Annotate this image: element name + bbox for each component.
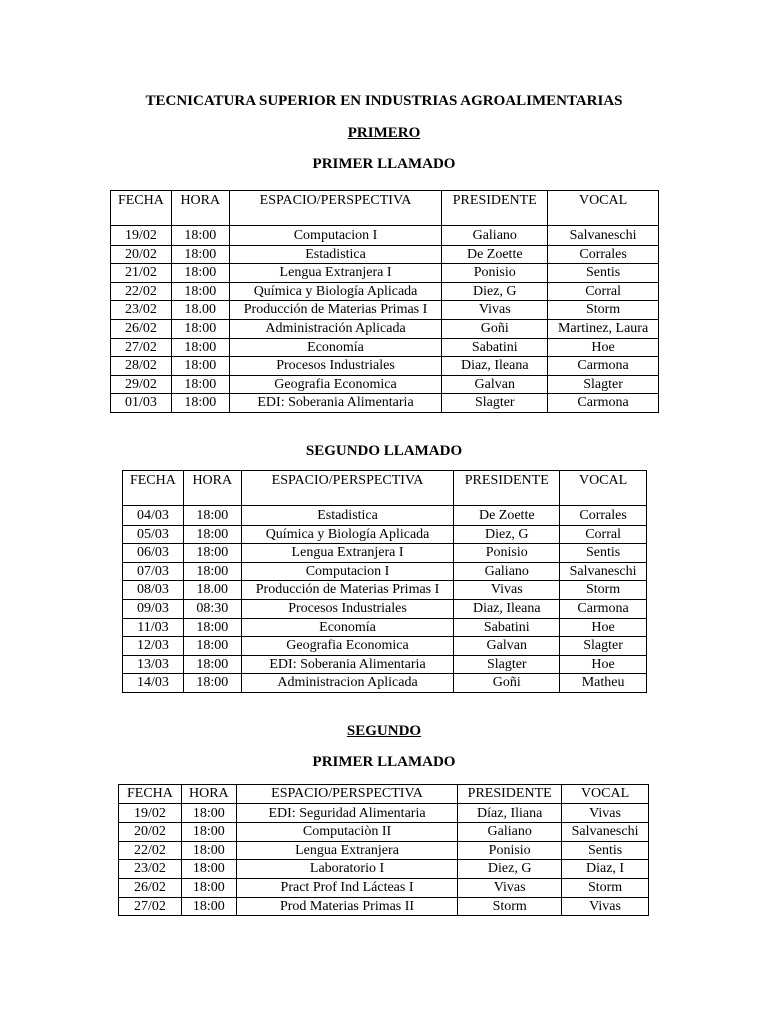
cell-presidente: Diez, G — [458, 860, 562, 879]
cell-presidente: Vivas — [442, 301, 548, 320]
cell-vocal: Salvaneschi — [562, 823, 649, 842]
cell-hora: 18:00 — [171, 264, 229, 283]
cell-vocal: Vivas — [562, 897, 649, 916]
table-row — [111, 357, 659, 376]
cell-presidente: Goñi — [454, 674, 560, 693]
cell-vocal: Corrales — [548, 245, 659, 264]
cell-presidente: Díaz, Iliana — [458, 803, 562, 823]
cell-fecha: 26/02 — [111, 319, 172, 338]
cell-presidente: Galiano — [458, 823, 562, 842]
cell-espacio: Computacion I — [241, 562, 454, 581]
cell-presidente: De Zoette — [442, 245, 548, 264]
cell-presidente: Sabatini — [454, 618, 560, 637]
cell-espacio: Pract Prof Ind Lácteas I — [236, 878, 457, 897]
cell-hora: 18:00 — [181, 803, 236, 823]
cell-presidente: Goñi — [442, 319, 548, 338]
column-header-vocal: VOCAL — [562, 785, 649, 804]
cell-espacio: Administración Aplicada — [229, 319, 442, 338]
cell-hora: 18:00 — [183, 618, 241, 637]
column-header-hora: HORA — [181, 785, 236, 804]
cell-hora: 18:00 — [171, 375, 229, 394]
cell-vocal: Salvaneschi — [548, 226, 659, 246]
cell-vocal: Storm — [548, 301, 659, 320]
cell-fecha: 27/02 — [111, 338, 172, 357]
cell-presidente: Ponisio — [454, 544, 560, 563]
cell-presidente: Slagter — [442, 394, 548, 413]
cell-hora: 18:00 — [181, 878, 236, 897]
cell-fecha: 05/03 — [123, 525, 184, 544]
cell-espacio: Laboratorio I — [236, 860, 457, 879]
table-row — [119, 803, 649, 823]
table-row — [123, 562, 647, 581]
cell-hora: 18:00 — [171, 357, 229, 376]
table-row — [111, 319, 659, 338]
table-row — [119, 823, 649, 842]
cell-fecha: 26/02 — [119, 878, 182, 897]
cell-vocal: Corral — [560, 525, 647, 544]
cell-vocal: Corral — [548, 282, 659, 301]
primero-primer-llamado-heading: PRIMER LLAMADO — [312, 156, 456, 172]
cell-vocal: Hoe — [560, 618, 647, 637]
cell-hora: 18:00 — [171, 226, 229, 246]
cell-espacio: Procesos Industriales — [229, 357, 442, 376]
cell-hora: 18:00 — [183, 637, 241, 656]
cell-vocal: Sentis — [548, 264, 659, 283]
table-row — [123, 599, 647, 618]
cell-presidente: Galvan — [442, 375, 548, 394]
table-row — [119, 841, 649, 860]
document-title: TECNICATURA SUPERIOR EN INDUSTRIAS AGROALIMENTARIAS — [145, 93, 623, 109]
cell-presidente: De Zoette — [454, 506, 560, 526]
cell-presidente: Galvan — [454, 637, 560, 656]
cell-hora: 18:00 — [171, 245, 229, 264]
cell-fecha: 11/03 — [123, 618, 184, 637]
cell-vocal: Slagter — [560, 637, 647, 656]
cell-espacio: Lengua Extranjera I — [229, 264, 442, 283]
table-row — [111, 338, 659, 357]
column-header-fecha: FECHA — [111, 191, 172, 226]
cell-hora: 18:00 — [171, 394, 229, 413]
cell-hora: 18:00 — [183, 655, 241, 674]
cell-espacio: Computaciòn II — [236, 823, 457, 842]
table-row — [123, 655, 647, 674]
cell-espacio: EDI: Soberania Alimentaria — [241, 655, 454, 674]
column-header-fecha: FECHA — [123, 471, 184, 506]
cell-vocal: Corrales — [560, 506, 647, 526]
cell-espacio: EDI: Seguridad Alimentaria — [236, 803, 457, 823]
column-header-espacio: ESPACIO/PERSPECTIVA — [229, 191, 442, 226]
cell-vocal: Sentis — [562, 841, 649, 860]
cell-vocal: Carmona — [548, 394, 659, 413]
cell-presidente: Ponisio — [442, 264, 548, 283]
cell-hora: 18:00 — [183, 674, 241, 693]
cell-fecha: 19/02 — [111, 226, 172, 246]
table-row — [111, 245, 659, 264]
primero-segundo-llamado-table — [122, 470, 647, 693]
cell-hora: 18:00 — [183, 562, 241, 581]
table-row — [111, 301, 659, 320]
table-row — [111, 264, 659, 283]
cell-espacio: Lengua Extranjera — [236, 841, 457, 860]
cell-vocal: Storm — [560, 581, 647, 600]
cell-vocal: Hoe — [560, 655, 647, 674]
cell-hora: 18:00 — [183, 525, 241, 544]
cell-vocal: Matheu — [560, 674, 647, 693]
cell-espacio: Lengua Extranjera I — [241, 544, 454, 563]
column-header-vocal: VOCAL — [560, 471, 647, 506]
cell-espacio: Computacion I — [229, 226, 442, 246]
cell-presidente: Diaz, Ileana — [442, 357, 548, 376]
cell-vocal: Hoe — [548, 338, 659, 357]
section-segundo-heading: SEGUNDO — [346, 723, 422, 739]
cell-espacio: Prod Materias Primas II — [236, 897, 457, 916]
cell-hora: 18.00 — [171, 301, 229, 320]
cell-fecha: 23/02 — [111, 301, 172, 320]
cell-fecha: 07/03 — [123, 562, 184, 581]
cell-vocal: Sentis — [560, 544, 647, 563]
cell-fecha: 09/03 — [123, 599, 184, 618]
cell-presidente: Vivas — [458, 878, 562, 897]
cell-vocal: Diaz, I — [562, 860, 649, 879]
table-header-row — [119, 785, 649, 804]
cell-espacio: Producción de Materias Primas I — [229, 301, 442, 320]
cell-fecha: 23/02 — [119, 860, 182, 879]
cell-vocal: Storm — [562, 878, 649, 897]
table-row — [119, 860, 649, 879]
cell-fecha: 28/02 — [111, 357, 172, 376]
cell-fecha: 19/02 — [119, 803, 182, 823]
segundo-primer-llamado-table — [118, 784, 649, 916]
column-header-presidente: PRESIDENTE — [442, 191, 548, 226]
cell-vocal: Vivas — [562, 803, 649, 823]
cell-espacio: Química y Biología Aplicada — [229, 282, 442, 301]
cell-vocal: Carmona — [560, 599, 647, 618]
section-primero-heading: PRIMERO — [347, 125, 421, 141]
cell-presidente: Galiano — [442, 226, 548, 246]
table-header-row — [111, 191, 659, 226]
cell-presidente: Storm — [458, 897, 562, 916]
cell-espacio: Química y Biología Aplicada — [241, 525, 454, 544]
cell-presidente: Diaz, Ileana — [454, 599, 560, 618]
table-header-row — [123, 471, 647, 506]
cell-fecha: 27/02 — [119, 897, 182, 916]
cell-fecha: 22/02 — [111, 282, 172, 301]
cell-fecha: 08/03 — [123, 581, 184, 600]
cell-vocal: Martinez, Laura — [548, 319, 659, 338]
table-row — [111, 375, 659, 394]
cell-presidente: Vivas — [454, 581, 560, 600]
table-row — [123, 544, 647, 563]
column-header-fecha: FECHA — [119, 785, 182, 804]
cell-espacio: Geografia Economica — [241, 637, 454, 656]
column-header-espacio: ESPACIO/PERSPECTIVA — [241, 471, 454, 506]
cell-espacio: Estadistica — [241, 506, 454, 526]
cell-hora: 18:00 — [171, 319, 229, 338]
table-row — [119, 897, 649, 916]
table-row — [111, 282, 659, 301]
cell-hora: 18:00 — [171, 282, 229, 301]
cell-fecha: 12/03 — [123, 637, 184, 656]
cell-fecha: 29/02 — [111, 375, 172, 394]
table-row — [119, 878, 649, 897]
cell-hora: 18:00 — [171, 338, 229, 357]
cell-presidente: Diez, G — [454, 525, 560, 544]
cell-espacio: Producción de Materias Primas I — [241, 581, 454, 600]
cell-vocal: Carmona — [548, 357, 659, 376]
cell-espacio: Geografia Economica — [229, 375, 442, 394]
cell-vocal: Slagter — [548, 375, 659, 394]
cell-fecha: 04/03 — [123, 506, 184, 526]
cell-espacio: EDI: Soberania Alimentaria — [229, 394, 442, 413]
cell-presidente: Sabatini — [442, 338, 548, 357]
cell-hora: 18:00 — [181, 823, 236, 842]
cell-espacio: Administracion Aplicada — [241, 674, 454, 693]
column-header-espacio: ESPACIO/PERSPECTIVA — [236, 785, 457, 804]
table-row — [123, 637, 647, 656]
cell-espacio: Economía — [229, 338, 442, 357]
cell-espacio: Procesos Industriales — [241, 599, 454, 618]
cell-fecha: 01/03 — [111, 394, 172, 413]
column-header-hora: HORA — [183, 471, 241, 506]
table-row — [123, 525, 647, 544]
primero-primer-llamado-table — [110, 190, 659, 413]
column-header-vocal: VOCAL — [548, 191, 659, 226]
column-header-hora: HORA — [171, 191, 229, 226]
table-row — [123, 506, 647, 526]
cell-fecha: 22/02 — [119, 841, 182, 860]
cell-hora: 18:00 — [181, 860, 236, 879]
table-row — [123, 618, 647, 637]
cell-fecha: 20/02 — [119, 823, 182, 842]
cell-fecha: 21/02 — [111, 264, 172, 283]
cell-presidente: Ponisio — [458, 841, 562, 860]
table-row — [123, 581, 647, 600]
cell-hora: 08:30 — [183, 599, 241, 618]
cell-fecha: 20/02 — [111, 245, 172, 264]
cell-presidente: Galiano — [454, 562, 560, 581]
cell-fecha: 13/03 — [123, 655, 184, 674]
cell-hora: 18:00 — [183, 544, 241, 563]
table-row — [123, 674, 647, 693]
cell-vocal: Salvaneschi — [560, 562, 647, 581]
cell-fecha: 06/03 — [123, 544, 184, 563]
cell-fecha: 14/03 — [123, 674, 184, 693]
column-header-presidente: PRESIDENTE — [454, 471, 560, 506]
cell-presidente: Diez, G — [442, 282, 548, 301]
segundo-primer-llamado-heading: PRIMER LLAMADO — [312, 754, 456, 770]
column-header-presidente: PRESIDENTE — [458, 785, 562, 804]
cell-hora: 18.00 — [183, 581, 241, 600]
table-row — [111, 226, 659, 246]
cell-espacio: Estadistica — [229, 245, 442, 264]
cell-hora: 18:00 — [181, 897, 236, 916]
primero-segundo-llamado-heading: SEGUNDO LLAMADO — [305, 443, 463, 459]
cell-hora: 18:00 — [183, 506, 241, 526]
cell-presidente: Slagter — [454, 655, 560, 674]
cell-hora: 18:00 — [181, 841, 236, 860]
cell-espacio: Economía — [241, 618, 454, 637]
table-row — [111, 394, 659, 413]
